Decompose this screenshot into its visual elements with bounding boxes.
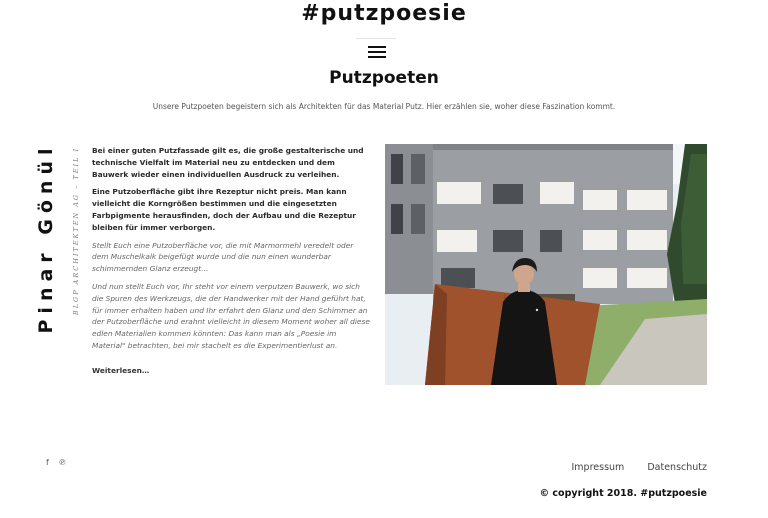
menu-line — [368, 46, 386, 48]
footer-links — [552, 462, 708, 473]
article-paragraph: Bei einer guten Putzfassade gilt es, die große gestalterische und technische Vielfalt im Material neu zu entdecken und dem Bauwerk wieder einen individuellen Ausdruck zu verleihen. — [92, 146, 364, 179]
hamburger-menu-icon[interactable] — [368, 46, 386, 58]
read-more-link[interactable]: Weiterlesen… — [92, 365, 150, 375]
architect-portrait-photo — [385, 144, 707, 385]
datenschutz-link[interactable]: Datenschutz — [647, 462, 707, 473]
header-divider — [356, 38, 396, 39]
facebook-icon[interactable]: f — [46, 458, 49, 467]
article-body — [92, 145, 372, 377]
architect-firm: BLGP ARCHITEKTEN AG – TEIL I — [72, 146, 80, 316]
social-icons — [46, 458, 73, 467]
impressum-link[interactable]: Impressum — [571, 462, 625, 473]
article-paragraph: Stellt Euch eine Putzoberfläche vor, die mit Marmormehl veredelt oder dem Muschelkalk beigefügt wurde und die nun einen wunderbar schimmernden Glanz erzeugt… — [92, 240, 354, 274]
page-subtitle: Unsere Putzpoeten begeistern sich als Architekten für das Material Putz. Hier erzählen sie, woher diese Faszination kommt. — [152, 102, 616, 111]
site-logo[interactable]: #putzpoesie — [301, 1, 467, 26]
pinterest-icon[interactable]: ℗ — [58, 458, 67, 467]
architect-name: Pinar Gönül — [35, 142, 57, 334]
copyright-text: © copyright 2018. #putzpoesie — [539, 488, 707, 499]
page-title: Putzpoeten — [329, 68, 439, 88]
menu-line — [368, 56, 386, 58]
menu-line — [368, 51, 386, 53]
article-paragraph: Eine Putzoberfläche gibt ihre Rezeptur nicht preis. Man kann vielleicht die Korngrößen bestimmen und die eingesetzten Farbpigmente herausfinden, doch der Aufbau und die Rezeptur bleiben für immer verborgen. — [92, 187, 356, 232]
article-paragraph: Und nun stellt Euch vor, Ihr steht vor einem verputzen Bauwerk, wo sich die Spuren des Werkzeugs, die der Handwerker mit der Hand geführt hat, für immer erhalten haben und Ihr erfahrt den Glanz und den Schimmer an der Putzoberfläche und erahnt vielleicht in diesem Moment woher all diese edlen Materialien kommen könnten: Das kann man als „Poesie im Material" betrachten, bei mir stachelt es die Experimentierlust an. — [92, 281, 370, 350]
